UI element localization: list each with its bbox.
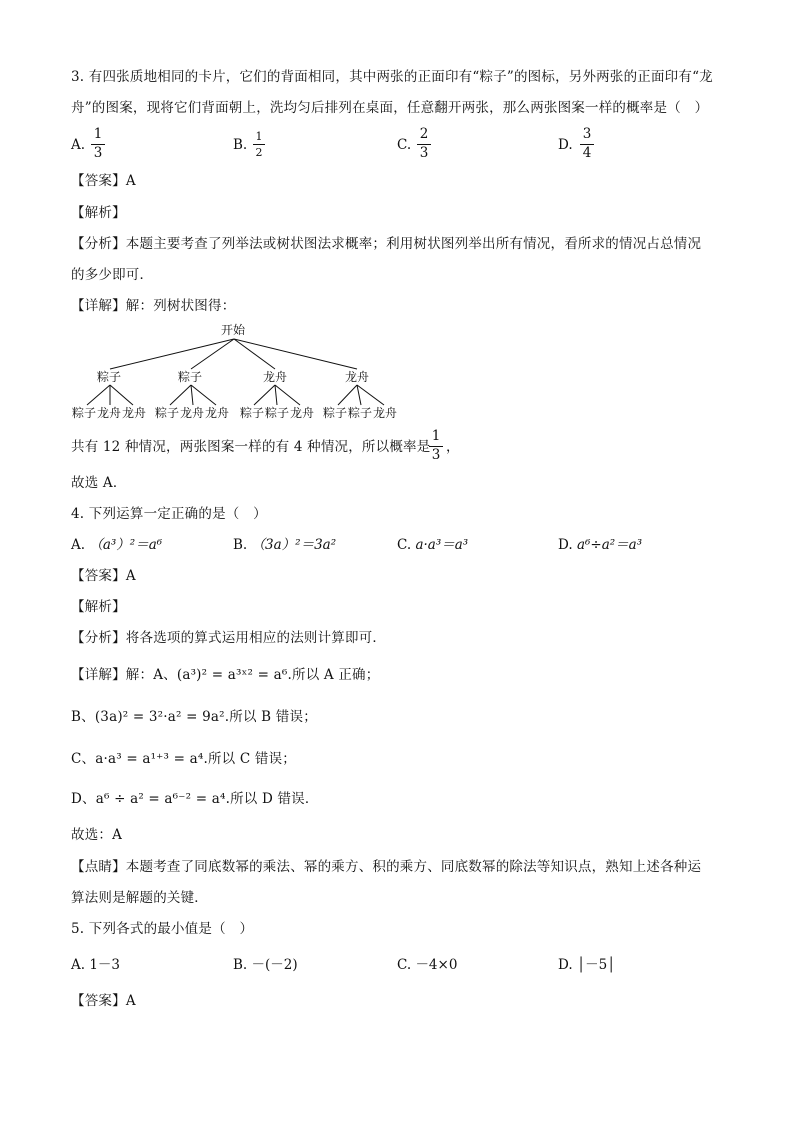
- q4-detail-c: C、a·a³ = a¹⁺³ = a⁴.所以 C 错误；: [71, 751, 296, 767]
- q4-stem: 4. 下列运算一定正确的是（ ）: [71, 506, 267, 522]
- q3-fenxi-line2: 的多少即可．: [71, 267, 154, 283]
- tree-l1-node: 粽子: [178, 370, 203, 384]
- tree-l1-node: 龙舟: [263, 370, 288, 384]
- tree-l2-leaf: 龙舟: [122, 406, 147, 420]
- q3-conclusion-end: ，: [446, 439, 460, 455]
- q5-option-a-text: 1－3: [89, 957, 121, 973]
- q4-answer-value: A: [125, 568, 136, 584]
- q4-option-d: [558, 539, 642, 553]
- q4-dianjing-line1: 【点睛】本题考查了同底数幂的乘法、幂的乘方、积的乘方、同底数幂的除法等知识点，熟知上述各种运: [71, 859, 702, 875]
- tree-edge-root-2: [191, 339, 234, 369]
- q3-stem-line1: 3. 有四张质地相同的卡片，它们的背面相同，其中两张的正面印有“粽子”的图标，另外两张的正面印有“龙: [71, 69, 713, 85]
- q5-option-a-label: A.: [71, 957, 86, 973]
- tree-edge-root-4: [234, 339, 357, 369]
- q5-option-b: [233, 959, 298, 973]
- q5-answer-value: A: [125, 993, 136, 1009]
- q4-option-a-text: （a³）²＝a⁶: [89, 537, 163, 553]
- tree-l2-leaf: 粽子: [348, 406, 373, 420]
- tree-l2-leaf: 龙舟: [373, 406, 398, 420]
- q4-choose: 故选：A: [71, 827, 123, 843]
- q3-conclusion-fraction: [429, 430, 443, 462]
- q5-answer-tag: 【答案】: [71, 993, 126, 1009]
- q5-option-d: [558, 959, 615, 973]
- tree-l2-leaf: 粽子: [240, 406, 265, 420]
- q3-stem-line2: 舟”的图案，现将它们背面朝上，洗均匀后排列在桌面，任意翻开两张，那么两张图案一样的概率是（ ）: [71, 100, 709, 116]
- tree-l2-leaf: 粽子: [265, 406, 290, 420]
- q5-option-d-label: D.: [558, 957, 573, 973]
- q4-option-c-label: C.: [397, 537, 412, 553]
- q4-option-a: [71, 539, 162, 553]
- q5-answer: [71, 995, 136, 1009]
- tree-l2-leaf: 粽子: [155, 406, 180, 420]
- q3-option-c-label: C.: [397, 137, 412, 153]
- q3-choose: 故选 A．: [71, 475, 127, 491]
- q5-option-d-text: │－5│: [576, 957, 616, 973]
- q3-option-a-den: 3: [93, 144, 103, 161]
- tree-l2-leaf: 粽子: [72, 406, 97, 420]
- q4-detail-d: D、a⁶ ÷ a² = a⁶⁻² = a⁴.所以 D 错误．: [71, 791, 319, 807]
- q4-option-d-text: a⁶÷a²＝a³: [576, 537, 643, 553]
- q3-option-b-num: 1: [255, 130, 263, 143]
- q3-option-a-label: A.: [71, 137, 86, 153]
- q3-analysis-tag: 【解析】: [71, 205, 126, 221]
- q3-fenxi-line1: 【分析】本题主要考查了列举法或树状图法求概率；利用树状图列举出所有情况，看所求的情况占总情况: [71, 236, 702, 252]
- q3-conclusion: 共有 12 种情况，两张图案一样的有 4 种情况，所以概率是: [71, 439, 431, 455]
- q3-option-b-den: 2: [255, 146, 263, 159]
- q4-detail-b: B、(3a)² = 3²·a² = 9a².所以 B 错误；: [71, 709, 317, 725]
- q4-option-b: [233, 539, 336, 553]
- q3-answer-value: A: [125, 173, 136, 189]
- q3-option-d-label: D.: [558, 137, 573, 153]
- q4-answer-tag: 【答案】: [71, 568, 126, 584]
- q5-option-a: [71, 959, 120, 973]
- tree-l1-node: 龙舟: [345, 370, 370, 384]
- q3-conclusion-num: 1: [431, 428, 441, 444]
- q4-option-a-label: A.: [71, 537, 86, 553]
- q5-option-b-text: －(－2): [251, 957, 298, 973]
- tree-l2-leaf: 龙舟: [97, 406, 122, 420]
- q4-dianjing-line2: 算法则是解题的关键．: [71, 890, 208, 906]
- q5-option-b-label: B.: [233, 957, 248, 973]
- q4-option-b-text: （3a）²＝3a²: [251, 537, 337, 553]
- tree-l1-node: 粽子: [97, 370, 122, 384]
- q5-stem: 5. 下列各式的最小值是（ ）: [71, 921, 254, 937]
- q3-detail-intro: 【详解】解：列树状图得：: [71, 298, 236, 314]
- q4-option-c-text: a·a³＝a³: [415, 537, 469, 553]
- q3-option-c-den: 3: [419, 144, 429, 161]
- q5-option-c: [397, 959, 457, 973]
- q3-option-d-den: 4: [582, 144, 592, 161]
- q3-conclusion-den: 3: [431, 446, 441, 463]
- q4-answer: [71, 570, 136, 584]
- tree-edge-root-1: [110, 339, 234, 369]
- q3-option-c-num: 2: [419, 126, 429, 142]
- q4-option-d-label: D.: [558, 537, 573, 553]
- q3-answer-tag: 【答案】: [71, 173, 126, 189]
- q4-option-c: [397, 539, 468, 553]
- q5-option-c-label: C.: [397, 957, 412, 973]
- q3-option-b-label: B.: [233, 137, 248, 153]
- tree-l2-leaf: 龙舟: [205, 406, 230, 420]
- tree-l2-leaf: 龙舟: [290, 406, 315, 420]
- tree-root: 开始: [221, 323, 246, 337]
- q4-fenxi: 【分析】将各选项的算式运用相应的法则计算即可．: [71, 630, 387, 646]
- q4-detail-a: 【详解】解：A、(a³)² = a³ˣ² = a⁶.所以 A 正确；: [71, 667, 380, 683]
- q4-analysis-tag: 【解析】: [71, 599, 126, 615]
- q4-option-b-label: B.: [233, 537, 248, 553]
- q3-option-a-num: 1: [93, 126, 103, 142]
- q5-option-c-text: －4×0: [415, 957, 458, 973]
- tree-l2-leaf: 龙舟: [180, 406, 205, 420]
- tree-l2-leaf: 粽子: [323, 406, 348, 420]
- q3-option-d-num: 3: [582, 126, 592, 142]
